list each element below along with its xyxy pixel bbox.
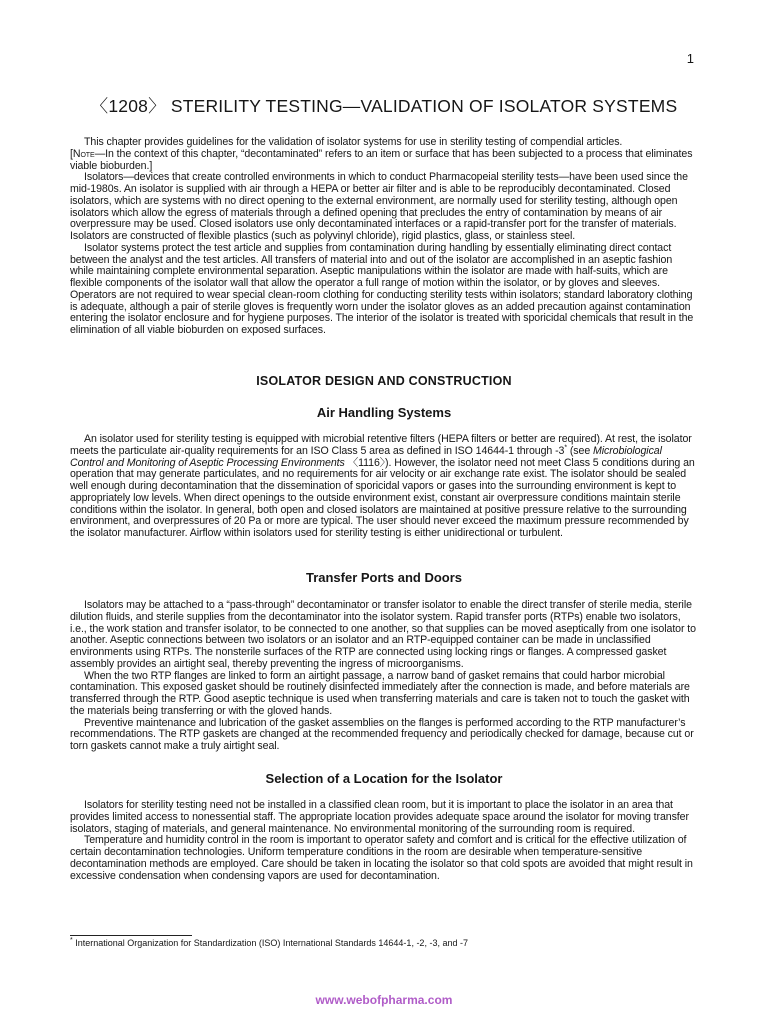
transfer-paragraph-2: When the two RTP flanges are linked to form an airtight passage, a narrow band of gasket remains that could harbor microbial contamination. This exposed gasket should be routinely disinfected immediately after the connection is made, and before materials are transferred through the RTP. Good aseptic technique is used when transferring materials and care is taken not to touch the gasket with the materials being transferring or with the gloved hands. xyxy=(70,669,690,717)
footnote-ref: * xyxy=(564,444,567,452)
note-label: Note xyxy=(72,147,95,160)
watermark-link[interactable]: www.webofpharma.com xyxy=(315,993,453,1007)
intro-paragraph-2: Isolators—devices that create controlled environments in which to conduct Pharmacopeial sterility tests—have been used since the mid-1980s. An isolator is supplied with air through a HEPA or better air filter and is able to be reproducibly decontaminated. Closed isolators, which are systems with no direct opening to the external environment, are normally used for sterility testing, although open isolators which allow the egress of materials through a defined opening that precludes the entry of contamination by means of air overpressure may be used. Closed isolators use only decontaminated interfaces or a rapid-transfer port for the transfer of materials. Isolators are constructed of flexible plastics (such as polyvinyl chloride), rigid plastics, glass, or stainless steel. xyxy=(70,171,688,242)
page-title: 〈1208〉 STERILITY TESTING—VALIDATION OF ISOLATOR SYSTEMS xyxy=(90,96,678,116)
air-text-c: 〈1116〉). However, the isolator need not meet Class 5 conditions during an operation that may generate particulates, and no requirements for air velocity or air exchange rate exist. The isolator should be sealed well enough during decontamination that the dissemination of sporicidal vapors or gases into the surrounding environment is kept to appropriately low levels. When direct openings to the outside environment exist, constant air overpressure conditions maintain sterile conditions within the isolator. In general, both open and closed isolators are maintained at positive pressure relative to the surrounding environment, and overpressures of 20 Pa or more are typical. The user should never exceed the maximum pressure recommended by the isolator manufacturer. Airflow within isolators used for sterility testing is either unidirectional or turbulent. xyxy=(70,456,695,539)
intro-block xyxy=(70,137,698,337)
footnote-marker: * xyxy=(70,937,73,944)
note-text: —In the context of this chapter, “decontaminated” refers to an item or surface that has been subjected to a process that eliminates viable bioburden.] xyxy=(70,147,693,172)
section-heading: ISOLATOR DESIGN AND CONSTRUCTION xyxy=(256,374,512,388)
intro-paragraph-1: This chapter provides guidelines for the validation of isolator systems for use in sterility testing of compendial articles. xyxy=(84,136,623,148)
air-text-italic: Microbiological Control and Monitoring of Aseptic Processing Environments xyxy=(70,444,662,469)
footnote-text: International Organization for Standardization (ISO) International Standards 14644-1, -2, -3, and -7 xyxy=(72,938,468,948)
note-open-bracket: [ xyxy=(70,147,73,160)
location-paragraph-1: Isolators for sterility testing need not be installed in a classified clean room, but it is important to place the isolator in an area that provides limited access to nonessential staff. The appropriate location provides adequate space around the isolator for moving transfer isolators, staging of materials, and general maintenance. No environmental monitoring of the surrounding room is required. xyxy=(70,799,689,835)
footnote xyxy=(70,938,468,948)
location-paragraph-2: Temperature and humidity control in the room is important to operator safety and comfort and is critical for the effective utilization of certain decontamination technologies. Uniform temperature conditions in the room are desirable when temperature-sensitive decontamination methods are employed. Care should be taken in locating the isolator so that cold spots are avoided that might result in excessive condensation when condensing vapors are used for decontamination. xyxy=(70,834,693,882)
transfer-ports-heading: Transfer Ports and Doors xyxy=(305,570,463,585)
location-heading: Selection of a Location for the Isolator xyxy=(265,771,503,786)
air-text-b: (see xyxy=(566,444,593,457)
intro-paragraph-3: Isolator systems protect the test article and supplies from contamination during handling by essentially eliminating direct contact between the analyst and the test articles. All transfers of material into and out of the isolator are accomplished in an aseptic fashion while maintaining complete environmental separation. Aseptic manipulations within the isolator are made with half-suits, which are flexible components of the isolator wall that allow the operator a full range of motion within the isolator, or by gloves and sleeves. Operators are not required to wear special clean-room clothing for conducting sterility tests within isolators; standard laboratory clothing is adequate, although a pair of sterile gloves is frequently worn under the isolator gloves as an added precaution against contamination entering the isolator enclosure and for hygiene purposes. The interior of the isolator is treated with sporicidal chemicals that result in the elimination of all viable bioburden on exposed surfaces. xyxy=(70,241,694,336)
air-handling-block xyxy=(70,434,698,540)
footnote-rule xyxy=(70,935,192,936)
air-handling-paragraph xyxy=(70,434,698,540)
location-block xyxy=(70,800,698,882)
air-text-a: An isolator used for sterility testing is equipped with microbial retentive filters (HEPA filters or better are required). At rest, the isolator meets the particulate air-quality requirements for an ISO Class 5 area as defined in ISO 14644-1 through -3 xyxy=(70,433,692,457)
transfer-paragraph-1: Isolators may be attached to a “pass-through” decontaminator or transfer isolator to enable the direct transfer of sterile media, sterile dilution fluids, and sterile supplies from the decontaminator into the isolator system. Rapid transfer ports (RTPs) enable two isolators, i.e., the work station and transfer isolator, to be connected to one another, so that supplies can be moved aseptically from one isolator to another. Aseptic connections between two isolators or an isolator and an RTP-equipped container can be made in unclassified environments using RTPs. The nonsterile surfaces of the RTP are connected using locking rings or flanges. A compressed gasket assembly provides an airtight seal, thereby preventing the ingress of microorganisms. xyxy=(70,599,696,670)
air-handling-heading: Air Handling Systems xyxy=(316,405,452,420)
page-number: 1 xyxy=(686,51,694,66)
transfer-ports-block xyxy=(70,600,698,753)
intro-note xyxy=(70,149,698,173)
transfer-paragraph-3: Preventive maintenance and lubrication of the gasket assemblies on the flanges is performed according to the RTP manufacturer’s recommendations. The RTP gaskets are changed at the recommended frequency and periodically checked for damage, because cut or torn gaskets cannot make a truly airtight seal. xyxy=(70,716,694,752)
